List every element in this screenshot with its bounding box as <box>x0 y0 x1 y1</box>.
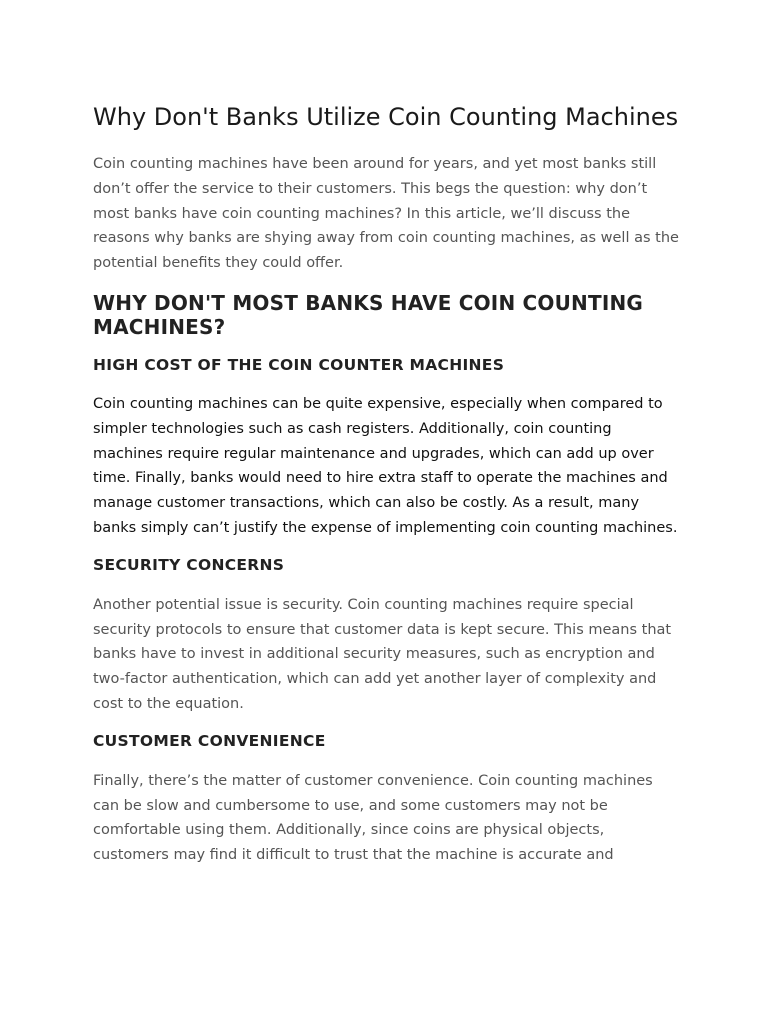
section-heading: WHY DON'T MOST BANKS HAVE COIN COUNTING MACHINES? <box>93 290 644 339</box>
subheading-high-cost: HIGH COST OF THE COIN COUNTER MACHINES <box>93 355 505 374</box>
document-page <box>93 103 683 868</box>
page-title: Why Don't Banks Utilize Coin Counting Machines <box>93 103 679 131</box>
paragraph-high-cost: Coin counting machines can be quite expensive, especially when compared to simpler technologies such as cash registers. Additionally, coin counting machines require regular maintenance and upgrades, which can add up over time. Finally, banks would need to hire extra staff to operate the machines and manage customer transactions, which can also be costly. As a result, many banks simply can’t justify the expense of implementing coin counting machines. <box>93 395 678 536</box>
intro-paragraph: Coin counting machines have been around for years, and yet most banks still don’t offer the service to their customers. This begs the question: why don’t most banks have coin counting machines? In this article, we’ll discuss the reasons why banks are shying away from coin counting machines, as well as the potential benefits they could offer. <box>93 156 679 272</box>
subheading-security-concerns: SECURITY CONCERNS <box>93 555 285 574</box>
paragraph-customer-convenience: Finally, there’s the matter of customer convenience. Coin counting machines can be slow and cumbersome to use, and some customers may not be comfortable using them. Additionally, since coins are physical objects, customers may find it difficult to trust that the machine is accurate and <box>93 772 653 864</box>
paragraph-security-concerns: Another potential issue is security. Coin counting machines require special security protocols to ensure that customer data is kept secure. This means that banks have to invest in additional security measures, such as encryption and two-factor authentication, which can add yet another layer of complexity and cost to the equation. <box>93 596 672 712</box>
subheading-customer-convenience: CUSTOMER CONVENIENCE <box>93 731 326 750</box>
